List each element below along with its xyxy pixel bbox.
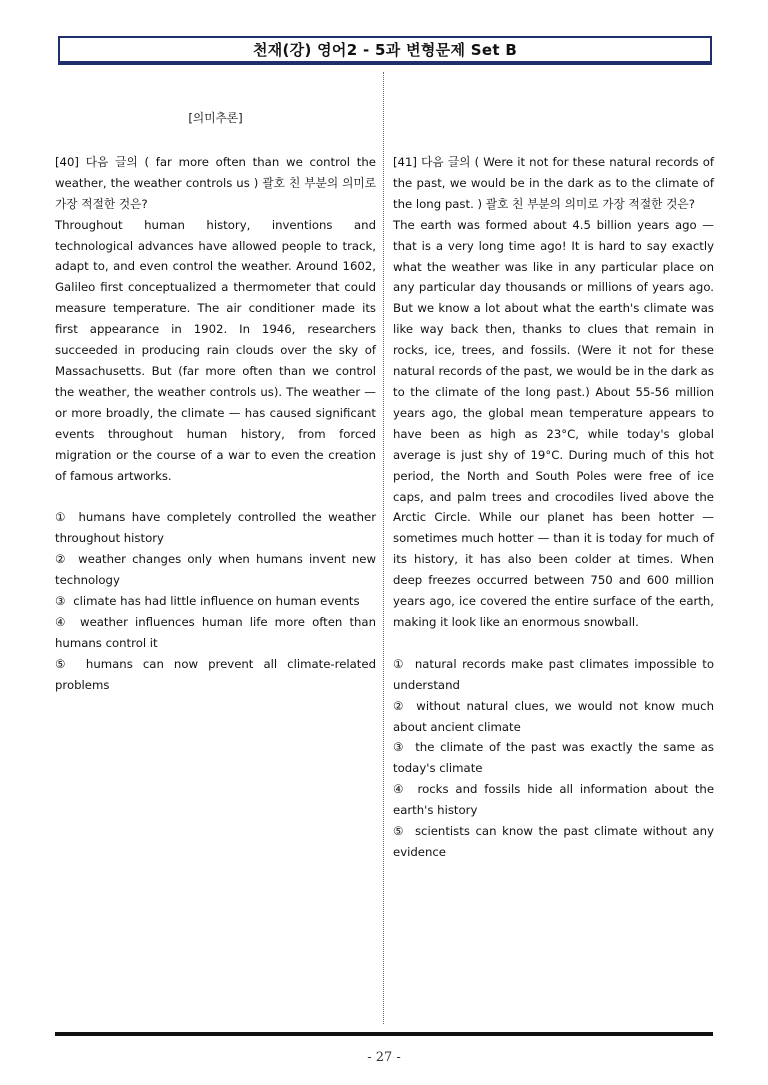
choice-number: ① bbox=[55, 510, 69, 525]
choice-5[interactable] bbox=[55, 654, 376, 696]
choice-2[interactable] bbox=[55, 549, 376, 591]
footer-rule bbox=[55, 1032, 713, 1036]
page-number: - 27 - bbox=[367, 1050, 401, 1065]
choice-number: ① bbox=[393, 656, 406, 671]
choice-number: ④ bbox=[393, 782, 407, 797]
question-40-prompt: [40] 다음 글의 ( far more often than we control the weather, the weather controls us ) 괄호 친 부분의 의미로 가장 적절한 것은? bbox=[55, 154, 376, 211]
choice-1[interactable] bbox=[393, 654, 714, 696]
left-column bbox=[55, 108, 376, 696]
header-title: 천재(강) 영어2 - 5과 변형문제 Set B bbox=[252, 41, 518, 59]
question-41-prompt: [41] 다음 글의 ( Were it not for these natural records of the past, we would be in the dark as to the climate of the long past. ) 괄호 친 부분의 의미로 가장 적절한 것은? bbox=[393, 155, 714, 211]
choice-5[interactable] bbox=[393, 821, 714, 863]
choice-text: humans can now prevent all climate-related problems bbox=[55, 656, 376, 692]
column-divider bbox=[383, 72, 384, 1024]
page-header bbox=[58, 36, 712, 65]
choice-number: ③ bbox=[393, 740, 406, 755]
choice-number: ④ bbox=[55, 614, 69, 629]
question-41-passage: The earth was formed about 4.5 billion years ago — that is a very long time ago! It is hard to say exactly what the weather was like in any particular place on any particular day thousands or millions of years ago. But we know a lot about what the earth's climate was like way back then, thanks to clues that remain in rocks, ice, trees, and fossils. (Were it not for these natural records of the past, we would be in the dark as to the climate of the long past.) About 55-56 million years ago, the global mean temperature appears to have been as high as 23°C, while today's global average is just shy of 19°C. During much of this hot period, the North and South Poles were free of ice caps, and palm trees and crocodiles lived above the Arctic Circle. While our planet has been hotter — sometimes much hotter — than it is today for much of its history, it has also been colder at times. When deep freezes occurred between 750 and 600 million years ago, ice covered the entire surface of the earth, making it look like an enormous snowball. bbox=[393, 217, 714, 629]
choice-number: ② bbox=[55, 552, 68, 567]
question-40-choices bbox=[55, 507, 376, 695]
choice-text: weather changes only when humans invent new technology bbox=[55, 552, 377, 588]
choice-number: ⑤ bbox=[55, 656, 72, 671]
choice-text: climate has had little influence on human events bbox=[73, 594, 360, 609]
question-41-choices bbox=[393, 654, 714, 863]
choice-1[interactable] bbox=[55, 507, 376, 549]
choice-number: ② bbox=[393, 698, 407, 713]
choice-3[interactable] bbox=[393, 737, 714, 779]
choice-text: scientists can know the past climate without any evidence bbox=[393, 824, 714, 859]
choice-text: rocks and fossils hide all information about the earth's history bbox=[393, 782, 715, 818]
choice-number: ③ bbox=[55, 594, 66, 609]
choice-text: humans have completely controlled the weather throughout history bbox=[55, 510, 376, 546]
choice-2[interactable] bbox=[393, 696, 714, 738]
choice-number: ⑤ bbox=[393, 824, 406, 839]
choice-3[interactable] bbox=[55, 591, 376, 612]
choice-4[interactable] bbox=[393, 779, 714, 821]
choice-4[interactable] bbox=[55, 612, 376, 654]
right-column bbox=[393, 152, 714, 863]
choice-text: weather influences human life more often than humans control it bbox=[55, 614, 376, 650]
question-40-passage: Throughout human history, inventions and technological advances have allowed people to track, adapt to, and even control the weather. Around 1602, Galileo first conceptualized a thermometer that could measure temperature. The air conditioner made its first appearance in 1902. In 1946, researchers succeeded in producing rain clouds over the sky of Massachusetts. But (far more often than we control the weather, the weather controls us). The weather — or more broadly, the climate — has caused significant events throughout human history, from forced migration or the course of a war to even the creation of famous artworks. bbox=[55, 217, 376, 483]
choice-text: the climate of the past was exactly the same as today's climate bbox=[393, 740, 715, 776]
section-label: [의미추론] bbox=[188, 111, 243, 125]
choice-text: natural records make past climates impossible to understand bbox=[393, 656, 715, 692]
choice-text: without natural clues, we would not know much about ancient climate bbox=[393, 698, 714, 734]
